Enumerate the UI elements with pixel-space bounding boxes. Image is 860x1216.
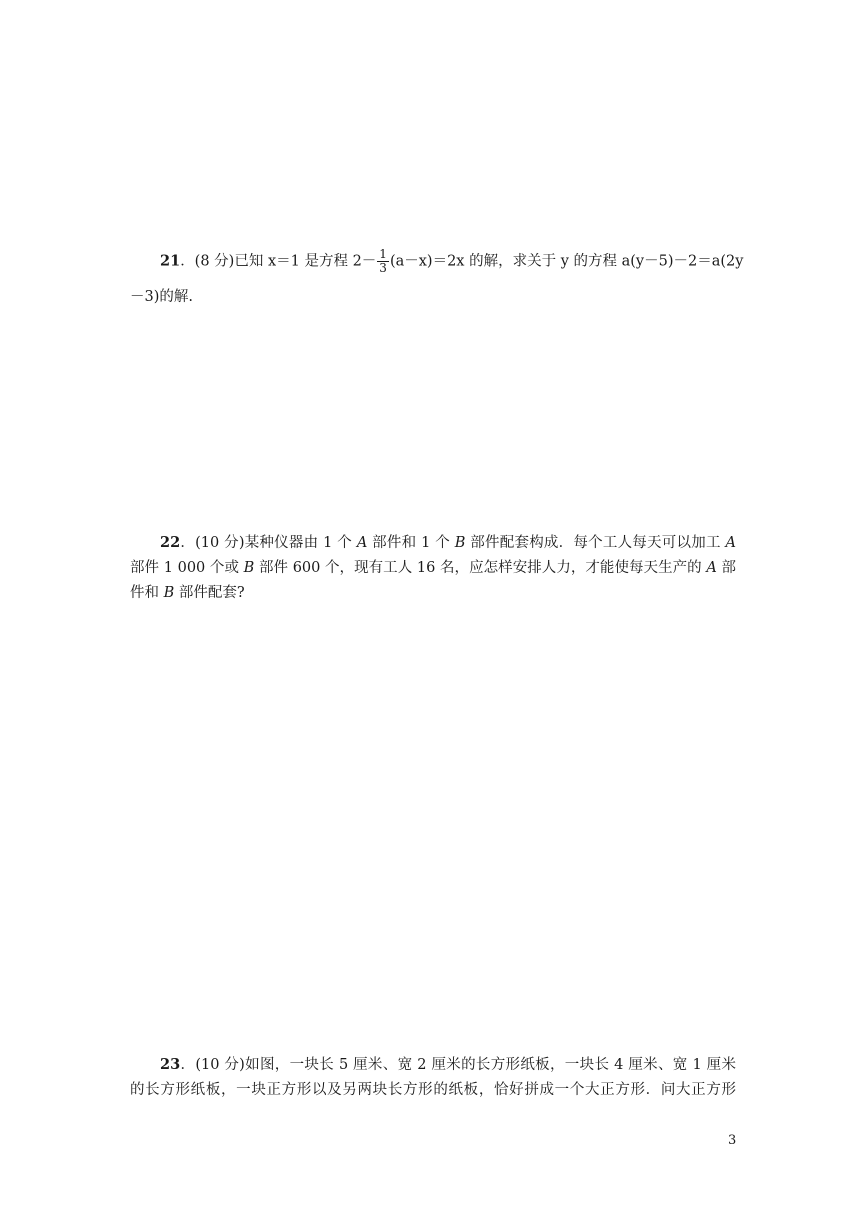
question-21-number: 21: [160, 252, 181, 270]
part-b-label: B: [454, 535, 466, 551]
part-b-label: B: [243, 560, 255, 576]
question-22-text-3a: 件和: [130, 585, 164, 601]
question-21-text-a: ．(8 分)已知 x＝1 是方程 2－: [180, 253, 377, 270]
question-23-text-1: ．(10 分)如图，一块长 5 厘米、宽 2 厘米的长方形纸板，一块长 4 厘米、宽 1 厘米: [180, 1057, 736, 1073]
question-22-text-1c: 部件配套构成．每个工人每天可以加工: [465, 535, 726, 551]
question-23-line-2: 的长方形纸板，一块正方形以及另两块长方形的纸板，恰好拼成一个大正方形．问大正方形: [130, 1082, 736, 1098]
question-22-text-1b: 部件和 1 个: [367, 535, 455, 551]
question-22-line-1: [160, 533, 736, 553]
question-22-text-2b: 部件 600 个，现有工人 16 名，应怎样安排人力，才能使每天生产的: [254, 560, 707, 576]
fraction-one-third: [377, 248, 389, 275]
part-b-label: B: [163, 585, 175, 601]
fraction-denominator: 3: [379, 261, 387, 275]
part-a-label: A: [706, 560, 717, 576]
question-22-text-2a: 部件 1 000 个或: [130, 560, 244, 576]
part-a-label: A: [725, 535, 736, 551]
question-22-text-2c: 部: [716, 560, 737, 576]
question-23-number: 23: [160, 1056, 181, 1073]
fraction-numerator: 1: [379, 247, 387, 261]
question-21-line-2: －3)的解.: [130, 289, 193, 305]
question-21-line-1: [160, 247, 744, 275]
question-22-line-3: [130, 583, 736, 603]
question-22-text-3b: 部件配套?: [174, 585, 245, 601]
page-number: 3: [728, 1133, 737, 1148]
question-22-text-1a: ．(10 分)某种仪器由 1 个: [180, 535, 357, 551]
question-22-number: 22: [160, 534, 181, 551]
question-23-line-1: [160, 1055, 736, 1075]
part-a-label: A: [356, 535, 368, 551]
question-21-text-b: (a－x)＝2x 的解，求关于 y 的方程 a(y－5)－2＝a(2y: [389, 253, 744, 270]
question-22-line-2: [130, 558, 736, 578]
